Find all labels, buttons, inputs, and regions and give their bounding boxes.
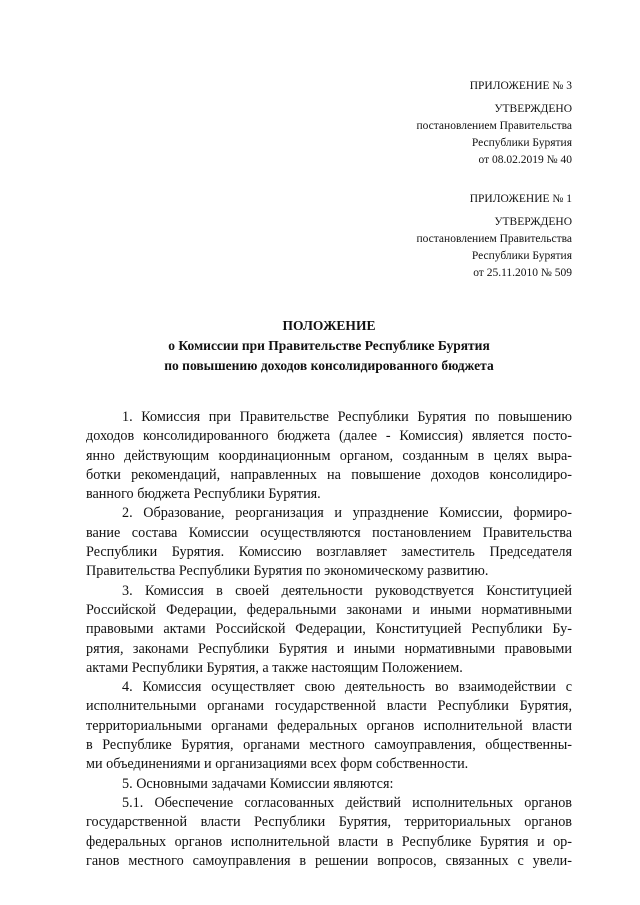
text-line: исполнительными органами государственной власти Республики Бурятия, xyxy=(86,698,572,715)
document-title xyxy=(86,316,572,376)
text-line: 1. Комиссия при Правительстве Республики Бурятия по повышению xyxy=(122,409,572,425)
text-line: в Республике Бурятия, органами местного самоуправления, общественны- xyxy=(86,737,572,754)
text-line: янно действующим координационным органом, созданным в целях выра- xyxy=(86,447,572,464)
document-body xyxy=(86,408,572,871)
text-line: Республики Бурятия. Комиссию возглавляет заместитель Председателя xyxy=(86,544,572,561)
annex-3-approval xyxy=(86,101,572,169)
text-line: актами Республики Бурятия, а также настоящим Положением. xyxy=(86,659,463,676)
text-line: рятия, законами Республики Бурятия и иными нормативными правовыми xyxy=(86,640,572,657)
text-line: Правительства Республики Бурятия по экономическому развитию. xyxy=(86,563,489,580)
annex-1-label: ПРИЛОЖЕНИЕ № 1 xyxy=(469,193,572,205)
annex-3-label: ПРИЛОЖЕНИЕ № 3 xyxy=(469,80,572,92)
text-line: доходов консолидированного бюджета (далее - Комиссия) является посто- xyxy=(86,428,572,445)
text-line: государственной власти Республики Бурятия, территориальных органов xyxy=(86,814,572,831)
annex-1-line1: постановлением Правительства xyxy=(416,233,572,245)
annex-1-approved: УТВЕРЖДЕНО xyxy=(494,216,572,228)
text-line: ганов местного самоуправления в решении вопросов, связанных с увели- xyxy=(86,852,572,869)
text-line: ботки рекомендаций, направленных на повышение доходов консолидиро- xyxy=(86,466,572,483)
title-subtitle-2: по повышению доходов консолидированного бюджета xyxy=(164,358,494,373)
text-line: 4. Комиссия осуществляет свою деятельность во взаимодействии с xyxy=(122,679,572,696)
annex-1-line2: Республики Бурятия xyxy=(471,250,572,262)
text-line: ми объединениями и организациями всех форм собственности. xyxy=(86,756,469,773)
text-line: правовыми актами Российской Федерации, Конституцией Республики Бу- xyxy=(86,621,572,638)
text-line: вание состава Комиссии осуществляются постановлением Правительства xyxy=(86,524,572,541)
annex-1-line3: от 25.11.2010 № 509 xyxy=(473,267,572,279)
annex-1-approval xyxy=(86,214,572,282)
annex-3-line2: Республики Бурятия xyxy=(471,137,572,149)
title-heading: ПОЛОЖЕНИЕ xyxy=(282,318,376,333)
document-sheet xyxy=(86,0,572,871)
annex-3-line3: от 08.02.2019 № 40 xyxy=(478,154,572,166)
text-line: 3. Комиссия в своей деятельности руководствуется Конституцией xyxy=(122,582,572,599)
annex-3-line1: постановлением Правительства xyxy=(416,120,572,132)
text-line: территориальными органами федеральных органов исполнительной власти xyxy=(86,717,572,734)
text-line: 2. Образование, реорганизация и упразднение Комиссии, формиро- xyxy=(122,505,572,522)
title-subtitle-1: о Комиссии при Правительстве Республике Бурятия xyxy=(168,338,490,353)
text-line: ванного бюджета Республики Бурятия. xyxy=(86,486,321,503)
text-line: Российской Федерации, федеральными законами и иными нормативными xyxy=(86,601,572,618)
text-line: 5. Основными задачами Комиссии являются: xyxy=(122,775,394,792)
text-line: 5.1. Обеспечение согласованных действий исполнительных органов xyxy=(122,794,572,811)
annex-3-approved: УТВЕРЖДЕНО xyxy=(494,103,572,115)
text-line: федеральных органов исполнительной власти в Республике Бурятия и ор- xyxy=(86,833,572,850)
